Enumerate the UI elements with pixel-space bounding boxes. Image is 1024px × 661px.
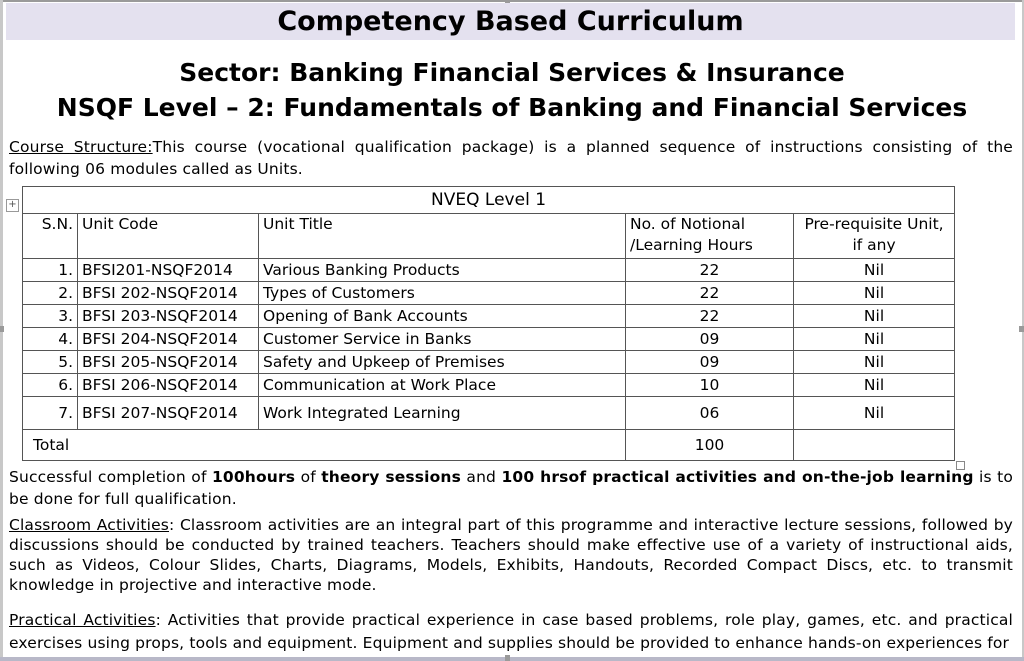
table-row (23, 259, 955, 282)
row-hours: 09 (626, 328, 794, 351)
row-unit-title: Various Banking Products (259, 259, 626, 282)
table-row (23, 351, 955, 374)
course-structure-text: This course (vocational qualification package) is a planned sequence of instructions consisting of the following 06 modules called as Units. (9, 138, 1013, 178)
table-row (23, 282, 955, 305)
column-header-prerequisite: Pre-requisite Unit, if any (794, 214, 955, 259)
row-unit-code: BFSI 207-NSQF2014 (78, 397, 259, 430)
total-label: Total (23, 430, 626, 461)
completion-hours: 100hours (211, 468, 296, 486)
row-unit-code: BFSI 203-NSQF2014 (78, 305, 259, 328)
row-sn: 5. (23, 351, 78, 374)
row-unit-title: Types of Customers (259, 282, 626, 305)
column-header-sn: S.N. (23, 214, 78, 259)
table-move-handle-icon[interactable]: + (6, 199, 19, 212)
classroom-paragraph (9, 515, 1013, 595)
row-sn: 7. (23, 397, 78, 430)
completion-text-1: Successful completion of (9, 468, 212, 486)
row-hours: 22 (626, 305, 794, 328)
resize-handle-bottom[interactable] (505, 655, 510, 661)
row-hours: 10 (626, 374, 794, 397)
table-row (23, 374, 955, 397)
row-prerequisite: Nil (794, 374, 955, 397)
row-hours: 06 (626, 397, 794, 430)
level-heading: NSQF Level – 2: Fundamentals of Banking and Financial Services (56, 93, 968, 122)
completion-text-4: is to be done for full qualification. (9, 468, 1013, 508)
completion-text-3: and (461, 468, 502, 486)
row-sn: 6. (23, 374, 78, 397)
row-sn: 2. (23, 282, 78, 305)
row-unit-title: Opening of Bank Accounts (259, 305, 626, 328)
column-header-unit-title: Unit Title (259, 214, 626, 259)
units-table (22, 186, 955, 461)
row-prerequisite: Nil (794, 351, 955, 374)
table-row (23, 328, 955, 351)
table-level-title: NVEQ Level 1 (23, 187, 955, 214)
row-unit-title: Customer Service in Banks (259, 328, 626, 351)
classroom-text: : Classroom activities are an integral part of this programme and interactive lecture sessions, followed by discussions should be conducted by trained teachers. Teachers should make effective use of a variety of instructional aids, such as Videos, Colour Slides, Charts, Diagrams, Models, Exhibits, Handouts, Recorded Compact Discs, etc. to transmit knowledge in projective and interactive mode. (9, 516, 1014, 594)
page-bottom-edge (0, 657, 1024, 661)
row-hours: 22 (626, 282, 794, 305)
completion-paragraph (9, 466, 1013, 510)
sector-heading: Sector: Banking Financial Services & Insurance (179, 58, 845, 87)
course-structure-label: Course Structure: (9, 138, 153, 156)
table-row (23, 305, 955, 328)
practical-text: : Activities that provide practical experience in case based problems, role play, games, etc. and practical exercises using props, tools and equipment. Equipment and supplies should be provided to enhance hands-on experiences for (9, 611, 1013, 652)
classroom-label: Classroom Activities (9, 516, 170, 534)
row-unit-code: BFSI 204-NSQF2014 (78, 328, 259, 351)
practical-paragraph (9, 609, 1013, 655)
row-sn: 1. (23, 259, 78, 282)
row-unit-title: Communication at Work Place (259, 374, 626, 397)
row-unit-code: BFSI 206-NSQF2014 (78, 374, 259, 397)
resize-handle-right[interactable] (1019, 326, 1024, 332)
row-unit-code: BFSI 205-NSQF2014 (78, 351, 259, 374)
completion-practical: 100 hrsof practical activities and on-the-job learning (501, 468, 974, 486)
document-banner-title: Competency Based Curriculum (6, 3, 1015, 40)
table-header-row (23, 214, 955, 259)
row-sn: 4. (23, 328, 78, 351)
row-prerequisite: Nil (794, 305, 955, 328)
course-structure-paragraph (9, 136, 1013, 180)
row-unit-title: Work Integrated Learning (259, 397, 626, 430)
row-hours: 09 (626, 351, 794, 374)
page-top-edge (0, 0, 1024, 2)
row-unit-code: BFSI 202-NSQF2014 (78, 282, 259, 305)
column-header-unit-code: Unit Code (78, 214, 259, 259)
row-hours: 22 (626, 259, 794, 282)
practical-label: Practical Activities (9, 611, 156, 629)
resize-handle-left[interactable] (0, 326, 4, 332)
table-row (23, 397, 955, 430)
row-sn: 3. (23, 305, 78, 328)
table-total-row (23, 430, 955, 461)
total-prerequisite-empty (794, 430, 955, 461)
row-prerequisite: Nil (794, 259, 955, 282)
total-hours: 100 (626, 430, 794, 461)
completion-text-2: of (295, 468, 322, 486)
row-unit-title: Safety and Upkeep of Premises (259, 351, 626, 374)
row-unit-code: BFSI201-NSQF2014 (78, 259, 259, 282)
table-level-row (23, 187, 955, 214)
row-prerequisite: Nil (794, 282, 955, 305)
completion-theory: theory sessions (321, 468, 461, 486)
row-prerequisite: Nil (794, 397, 955, 430)
row-prerequisite: Nil (794, 328, 955, 351)
column-header-hours: No. of Notional /Learning Hours (626, 214, 794, 259)
